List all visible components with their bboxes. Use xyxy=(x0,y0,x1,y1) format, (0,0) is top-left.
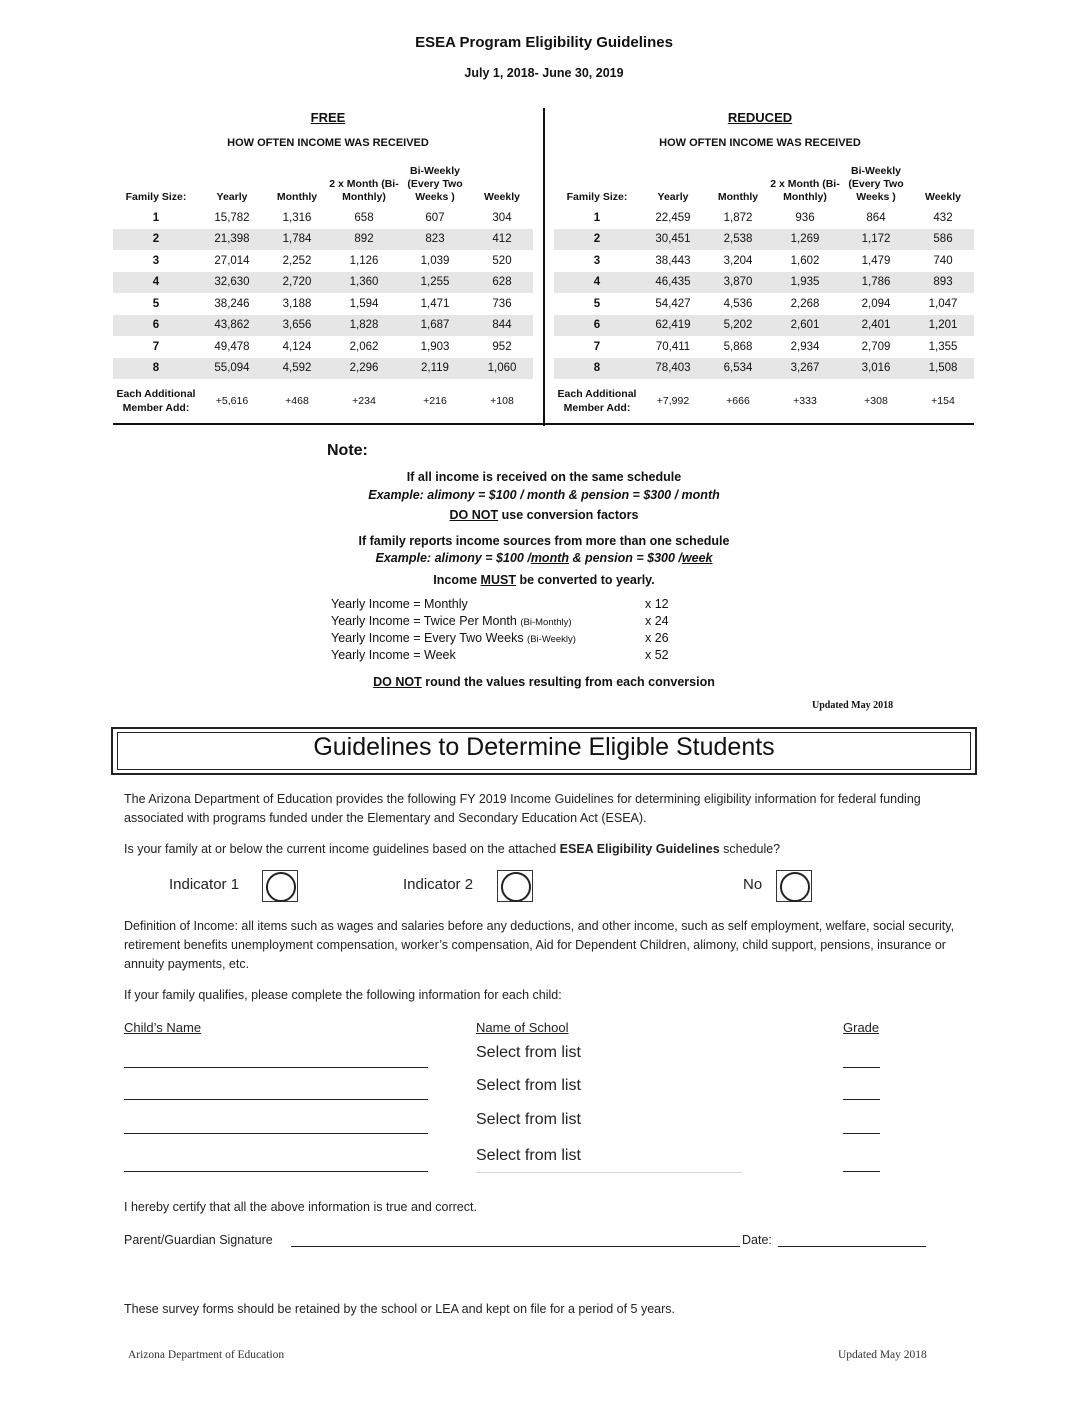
column-header: Family Size: xyxy=(566,191,628,203)
income-cell: +108 xyxy=(490,395,514,407)
additional-member-row xyxy=(113,379,533,423)
date-label: Date: xyxy=(742,1233,772,1247)
child-name-field[interactable] xyxy=(124,1133,428,1134)
round-text: round the values resulting from each conversion xyxy=(421,675,715,689)
income-cell: 4,536 xyxy=(723,297,753,310)
table-header-row xyxy=(554,160,974,207)
income-text: Income xyxy=(433,573,481,587)
income-cell: 1,355 xyxy=(928,340,958,353)
conversion-text: Yearly Income = Every Two Weeks xyxy=(331,631,528,645)
income-cell: 658 xyxy=(354,211,374,224)
income-cell: 628 xyxy=(471,272,533,294)
income-cell: +333 xyxy=(793,395,817,407)
column-header: Family Size: xyxy=(125,191,187,203)
footer-right: Updated May 2018 xyxy=(838,1349,927,1361)
radio-circle-icon xyxy=(780,872,810,902)
column-header: 2 x Month (Bi-Monthly) xyxy=(329,178,399,203)
income-cell: 1,060 xyxy=(471,358,533,380)
income-cell: 2,268 xyxy=(790,297,820,310)
income-cell: 2,538 xyxy=(706,229,770,251)
family-size-cell: Each Additional Member Add: xyxy=(557,388,637,414)
income-cell: 2,119 xyxy=(399,358,471,380)
income-cell: 3,870 xyxy=(706,272,770,294)
income-cell: 5,202 xyxy=(706,315,770,337)
radio-circle-icon xyxy=(501,872,531,902)
table-row xyxy=(113,207,533,229)
income-cell: 1,360 xyxy=(329,272,399,294)
income-cell: 1,479 xyxy=(861,254,891,267)
note-title: Note: xyxy=(327,442,368,459)
family-size-cell: 3 xyxy=(152,254,160,267)
income-cell: +308 xyxy=(864,395,888,407)
note-do-not-round xyxy=(0,675,1088,689)
income-cell: 304 xyxy=(492,211,512,224)
conversion-label xyxy=(331,631,576,645)
note-multi-schedule: If family reports income sources from more than one schedule xyxy=(358,534,730,548)
income-cell: 1,784 xyxy=(265,229,329,251)
family-size-cell: Each Additional Member Add: xyxy=(116,388,196,414)
income-cell: 38,443 xyxy=(655,254,691,267)
conversion-factor: x 12 xyxy=(645,597,669,611)
income-cell: +5,616 xyxy=(215,395,249,407)
income-cell: 1,039 xyxy=(420,254,450,267)
school-select[interactable]: Select from list xyxy=(476,1147,581,1164)
free-heading: FREE xyxy=(310,110,346,125)
income-cell: 892 xyxy=(329,229,399,251)
family-size-cell: 2 xyxy=(113,229,199,251)
no-label: No xyxy=(743,876,763,893)
note-same-schedule: If all income is received on the same schedule xyxy=(406,470,682,484)
table-row xyxy=(554,272,974,294)
income-cell: 736 xyxy=(492,297,512,310)
free-income-table xyxy=(113,160,533,423)
income-cell: 2,296 xyxy=(329,358,399,380)
child-name-header: Child’s Name xyxy=(124,1020,202,1035)
income-cell: 1,786 xyxy=(840,272,912,294)
income-cell: 27,014 xyxy=(214,254,250,267)
signature-field[interactable] xyxy=(291,1246,740,1247)
family-size-cell: 3 xyxy=(593,254,601,267)
reduced-income-table xyxy=(554,160,974,423)
income-cell: 520 xyxy=(492,254,512,267)
note-do-not-convert xyxy=(0,508,1088,522)
page-title: ESEA Program Eligibility Guidelines xyxy=(415,34,673,51)
family-size-cell: 7 xyxy=(593,340,601,353)
income-cell: 1,172 xyxy=(840,229,912,251)
conversion-text: Yearly Income = Monthly xyxy=(331,597,468,611)
retention-notice: These survey forms should be retained by the school or LEA and kept on file for a period of 5 years. xyxy=(124,1302,676,1316)
income-cell: 3,267 xyxy=(770,358,840,380)
note-must-convert xyxy=(0,573,1088,587)
do-not-round-text: DO NOT xyxy=(373,675,422,689)
family-size-cell: 5 xyxy=(152,297,160,310)
family-size-cell: 1 xyxy=(593,211,601,224)
table-row xyxy=(554,336,974,358)
income-cell: 3,016 xyxy=(840,358,912,380)
conversion-label xyxy=(331,597,468,611)
note-example-1: Example: alimony = $100 / month & pension = $300 / month xyxy=(368,488,720,502)
conversion-text: Yearly Income = Twice Per Month xyxy=(331,614,521,628)
table-row xyxy=(113,272,533,294)
example2-month: month xyxy=(530,551,569,565)
child-name-field[interactable] xyxy=(124,1067,428,1068)
table-header-row xyxy=(113,160,533,207)
income-cell: 30,451 xyxy=(640,229,706,251)
income-cell: 1,828 xyxy=(329,315,399,337)
income-cell: 62,419 xyxy=(640,315,706,337)
column-header: Bi-Weekly (Every Two Weeks ) xyxy=(848,165,904,203)
conversion-factor: x 24 xyxy=(645,614,669,628)
table-row xyxy=(554,250,974,272)
certify-statement: I hereby certify that all the above information is true and correct. xyxy=(124,1200,477,1214)
guidelines-title: Guidelines to Determine Eligible Students xyxy=(313,733,775,761)
income-cell: 607 xyxy=(425,211,445,224)
income-cell: 823 xyxy=(399,229,471,251)
reduced-subheading: HOW OFTEN INCOME WAS RECEIVED xyxy=(659,137,861,149)
income-cell: 864 xyxy=(866,211,886,224)
income-cell: 38,246 xyxy=(214,297,250,310)
income-cell: 2,062 xyxy=(349,340,379,353)
income-cell: 15,782 xyxy=(214,211,250,224)
income-cell: 1,872 xyxy=(723,211,753,224)
income-cell: 22,459 xyxy=(655,211,691,224)
family-size-cell: 6 xyxy=(554,315,640,337)
must-text: MUST xyxy=(480,573,516,587)
income-cell: 5,868 xyxy=(723,340,753,353)
income-cell: 2,252 xyxy=(282,254,312,267)
income-cell: 2,709 xyxy=(861,340,891,353)
income-cell: 1,687 xyxy=(399,315,471,337)
income-cell: 1,316 xyxy=(282,211,312,224)
income-cell: 2,094 xyxy=(861,297,891,310)
school-select[interactable]: Select from list xyxy=(476,1111,581,1128)
income-cell: 54,427 xyxy=(655,297,691,310)
income-cell: 1,255 xyxy=(399,272,471,294)
family-size-cell: 2 xyxy=(554,229,640,251)
income-cell: 2,401 xyxy=(840,315,912,337)
income-cell: 4,124 xyxy=(282,340,312,353)
example2-part-a: Example: alimony = $100 / xyxy=(375,551,531,565)
free-subheading: HOW OFTEN INCOME WAS RECEIVED xyxy=(227,137,429,149)
child-name-field[interactable] xyxy=(124,1171,428,1172)
income-cell: +234 xyxy=(352,395,376,407)
income-cell: +7,992 xyxy=(656,395,690,407)
grade-field[interactable] xyxy=(843,1133,880,1134)
radio-circle-icon xyxy=(266,872,296,902)
grade-field[interactable] xyxy=(843,1171,880,1172)
income-cell: 1,269 xyxy=(770,229,840,251)
conversion-label xyxy=(331,648,456,662)
column-header: Weekly xyxy=(925,191,961,203)
converted-text: be converted to yearly. xyxy=(515,573,655,587)
table-row xyxy=(554,229,974,251)
income-cell: 4,592 xyxy=(265,358,329,380)
column-header: Yearly xyxy=(657,191,689,203)
family-size-cell: 5 xyxy=(593,297,601,310)
note-updated: Updated May 2018 xyxy=(812,700,894,711)
income-cell: 3,204 xyxy=(723,254,753,267)
income-cell: +154 xyxy=(931,395,955,407)
column-header: Monthly xyxy=(717,191,759,203)
indicator-2-radio[interactable] xyxy=(497,870,533,902)
note-example-2 xyxy=(0,551,1088,565)
grade-field[interactable] xyxy=(843,1099,880,1100)
table-row xyxy=(554,293,974,315)
table-row xyxy=(113,358,533,380)
indicator-1-label: Indicator 1 xyxy=(169,876,240,893)
column-header: Bi-Weekly (Every Two Weeks ) xyxy=(407,165,463,203)
table-row xyxy=(113,229,533,251)
conversion-factor: x 26 xyxy=(645,631,669,645)
income-definition: Definition of Income: all items such as wages and salaries before any deductions, and other income, such as self employment, welfare, social security, retirement benefits unemployment compensation, worker’s compensation, Aid for Dependent Children, alimony, child support, pensions, insurance or annuity payments, etc. xyxy=(124,919,955,971)
income-cell: 3,188 xyxy=(282,297,312,310)
table-row xyxy=(554,358,974,380)
income-cell: +468 xyxy=(285,395,309,407)
question-bold: ESEA Eligibility Guidelines xyxy=(559,842,720,856)
income-cell: 46,435 xyxy=(640,272,706,294)
indicator-2-label: Indicator 2 xyxy=(403,876,474,893)
income-cell: 936 xyxy=(795,211,815,224)
table-bottom-rule xyxy=(113,423,974,425)
income-cell: 1,471 xyxy=(420,297,450,310)
conversion-frequency: (Bi-Weekly) xyxy=(527,634,576,645)
income-cell: 43,862 xyxy=(199,315,265,337)
income-cell: 412 xyxy=(471,229,533,251)
select-underline xyxy=(476,1172,742,1173)
table-row xyxy=(554,315,974,337)
family-size-cell: 4 xyxy=(554,272,640,294)
income-cell: 1,508 xyxy=(912,358,974,380)
signature-label: Parent/Guardian Signature xyxy=(124,1233,273,1247)
additional-member-row xyxy=(554,379,974,423)
date-range: July 1, 2018- June 30, 2019 xyxy=(464,66,624,80)
income-cell: 1,935 xyxy=(770,272,840,294)
income-cell: 740 xyxy=(933,254,953,267)
table-divider xyxy=(543,108,545,426)
school-select[interactable]: Select from list xyxy=(476,1044,581,1061)
conversion-factor: x 52 xyxy=(645,648,669,662)
family-size-cell: 4 xyxy=(113,272,199,294)
footer-left: Arizona Department of Education xyxy=(128,1349,285,1361)
question-text-a: Is your family at or below the current income guidelines based on the attached xyxy=(124,842,560,856)
income-cell: 952 xyxy=(492,340,512,353)
guidelines-intro: The Arizona Department of Education provides the following FY 2019 Income Guidelines for determining eligibility information for federal funding associated with programs funded under the Elementary and Secondary Education Act (ESEA). xyxy=(124,792,921,825)
income-cell: 70,411 xyxy=(655,340,691,353)
reduced-heading: REDUCED xyxy=(727,110,793,125)
family-size-cell: 8 xyxy=(554,358,640,380)
income-cell: 2,601 xyxy=(770,315,840,337)
family-size-cell: 7 xyxy=(152,340,160,353)
family-size-cell: 1 xyxy=(152,211,160,224)
income-cell: 3,656 xyxy=(265,315,329,337)
income-cell: 49,478 xyxy=(214,340,250,353)
use-conversion-text: use conversion factors xyxy=(498,508,639,522)
income-cell: 6,534 xyxy=(706,358,770,380)
table-row xyxy=(113,293,533,315)
no-radio[interactable] xyxy=(776,870,812,902)
income-cell: 2,934 xyxy=(790,340,820,353)
table-row xyxy=(554,207,974,229)
income-cell: +216 xyxy=(423,395,447,407)
family-size-cell: 6 xyxy=(113,315,199,337)
school-select[interactable]: Select from list xyxy=(476,1077,581,1094)
indicator-1-radio[interactable] xyxy=(262,870,298,902)
grade-field[interactable] xyxy=(843,1067,880,1068)
conversion-label xyxy=(331,614,572,628)
conversion-text: Yearly Income = Week xyxy=(331,648,456,662)
income-cell: 893 xyxy=(912,272,974,294)
income-cell: 32,630 xyxy=(199,272,265,294)
income-cell: 432 xyxy=(933,211,953,224)
qualifies-instruction: If your family qualifies, please complete the following information for each child: xyxy=(124,988,562,1002)
do-not-text: DO NOT xyxy=(449,508,499,522)
column-header: 2 x Month (Bi-Monthly) xyxy=(770,178,840,203)
column-header: Yearly xyxy=(216,191,248,203)
family-size-cell: 8 xyxy=(113,358,199,380)
child-name-field[interactable] xyxy=(124,1099,428,1100)
column-header: Monthly xyxy=(276,191,318,203)
grade-header: Grade xyxy=(843,1020,880,1035)
income-cell: 78,403 xyxy=(640,358,706,380)
income-cell: +666 xyxy=(726,395,750,407)
income-cell: 1,594 xyxy=(349,297,379,310)
income-cell: 1,903 xyxy=(420,340,450,353)
conversion-frequency: (Bi-Monthly) xyxy=(520,617,572,628)
table-row xyxy=(113,315,533,337)
date-field[interactable] xyxy=(778,1246,926,1247)
income-cell: 1,201 xyxy=(912,315,974,337)
guidelines-question xyxy=(124,840,969,859)
income-cell: 21,398 xyxy=(199,229,265,251)
guidelines-title-box xyxy=(111,727,977,775)
income-cell: 1,126 xyxy=(349,254,379,267)
income-cell: 1,602 xyxy=(790,254,820,267)
income-cell: 586 xyxy=(912,229,974,251)
income-cell: 2,720 xyxy=(265,272,329,294)
income-cell: 844 xyxy=(471,315,533,337)
income-cell: 1,047 xyxy=(928,297,958,310)
column-header: Weekly xyxy=(484,191,520,203)
question-text-b: schedule? xyxy=(719,842,781,856)
school-name-header: Name of School xyxy=(476,1020,569,1035)
example2-part-b: & pension = $300 / xyxy=(569,551,682,565)
income-cell: 55,094 xyxy=(199,358,265,380)
table-row xyxy=(113,336,533,358)
table-row xyxy=(113,250,533,272)
example2-week: week xyxy=(681,551,713,565)
